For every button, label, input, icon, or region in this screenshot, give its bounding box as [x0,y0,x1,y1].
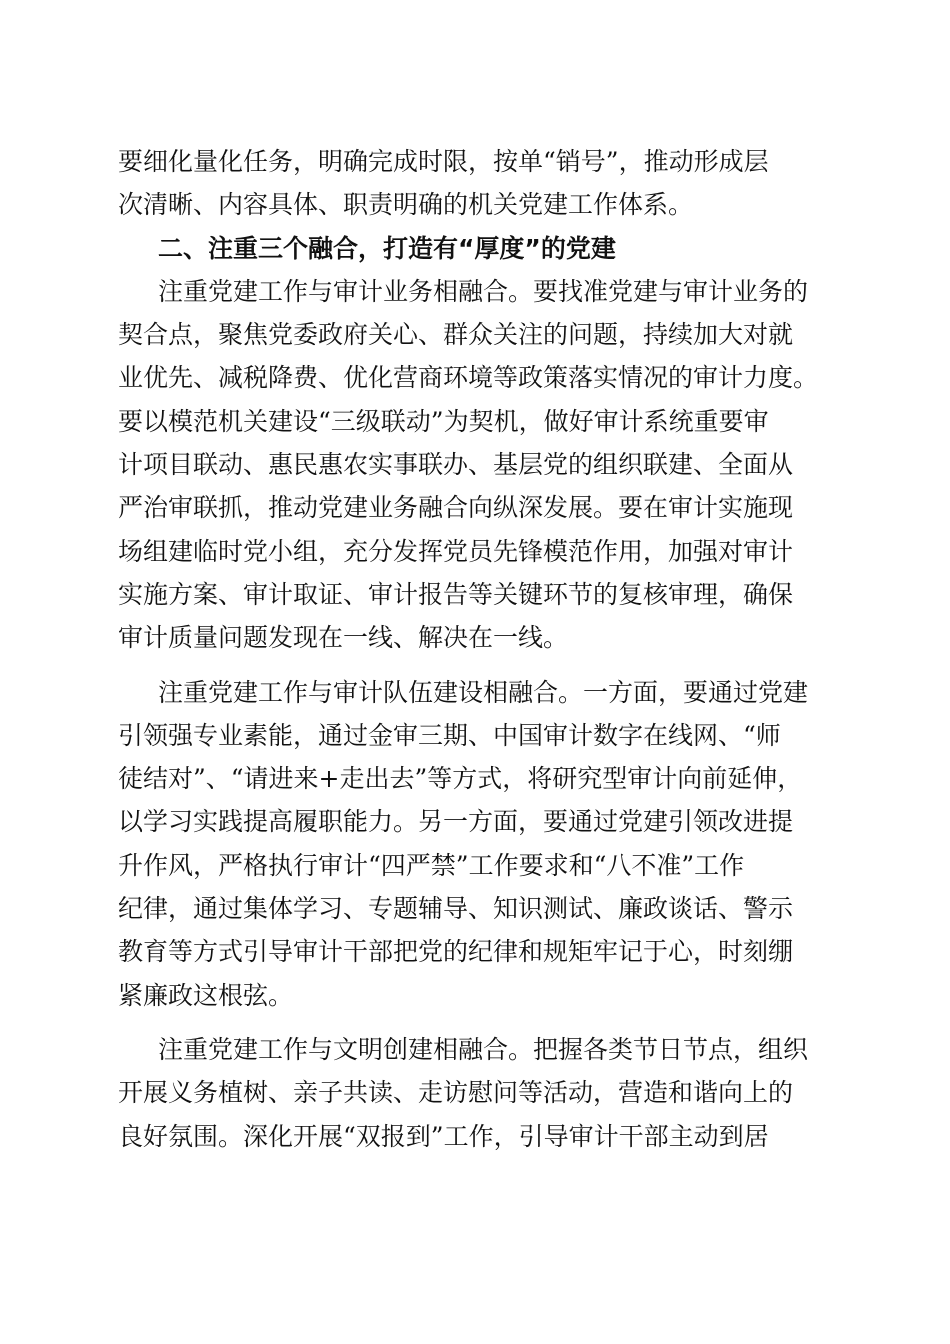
text-line: 契合点，聚焦党委政府关心、群众关注的问题，持续加大对就 [118,320,794,350]
paragraph-first-line: 注重党建工作与文明创建相融合。把握各类节日节点，组织 [158,1034,809,1064]
text-line: 业优先、减税降费、优化营商环境等政策落实情况的审计力度。 [118,363,819,393]
text-line: 开展义务植树、亲子共读、走访慰问等活动，营造和谐向上的 [118,1078,794,1108]
text-line: 徒结对”、“请进来+走出去”等方式，将研究型审计向前延伸， [118,764,803,794]
text-line: 场组建临时党小组，充分发挥党员先锋模范作用，加强对审计 [118,536,794,566]
paragraph-gap [118,660,834,671]
text-line: 计项目联动、惠民惠农实事联办、基层党的组织联建、全面从 [118,450,794,480]
text-line: 教育等方式引导审计干部把党的纪律和规矩牢记于心，时刻绷 [118,937,794,967]
text-line: 要以模范机关建设“三级联动”为契机，做好审计系统重要审 [118,406,769,436]
section-heading: 二、注重三个融合，打造有“厚度”的党建 [158,233,616,263]
paragraph-first-line: 注重党建工作与审计队伍建设相融合。一方面，要通过党建 [158,677,809,707]
text-line: 纪律，通过集体学习、专题辅导、知识测试、廉政谈话、警示 [118,894,794,924]
text-line: 良好氛围。深化开展“双报到”工作，引导审计干部主动到居 [118,1121,769,1151]
paragraph-gap [118,1017,834,1028]
text-line: 审计质量问题发现在一线、解决在一线。 [118,623,569,653]
text-line: 严治审联抓，推动党建业务融合向纵深发展。要在审计实施现 [118,493,794,523]
text-line: 紧廉政这根弦。 [118,980,294,1010]
text-line: 引领强专业素能，通过金审三期、中国审计数字在线网、“师 [118,720,781,750]
text-line: 实施方案、审计取证、审计报告等关键环节的复核审理，确保 [118,579,794,609]
text-line: 要细化量化任务，明确完成时限，按单“销号”，推动形成层 [118,147,769,176]
document-body [118,140,834,1158]
text-line: 次清晰、内容具体、职责明确的机关党建工作体系。 [118,190,694,220]
text-line: 升作风，严格执行审计“四严禁”工作要求和“八不准”工作 [118,850,745,880]
text-line: 以学习实践提高履职能力。另一方面，要通过党建引领改进提 [118,807,794,837]
paragraph-first-line: 注重党建工作与审计业务相融合。要找准党建与审计业务的 [158,276,809,306]
